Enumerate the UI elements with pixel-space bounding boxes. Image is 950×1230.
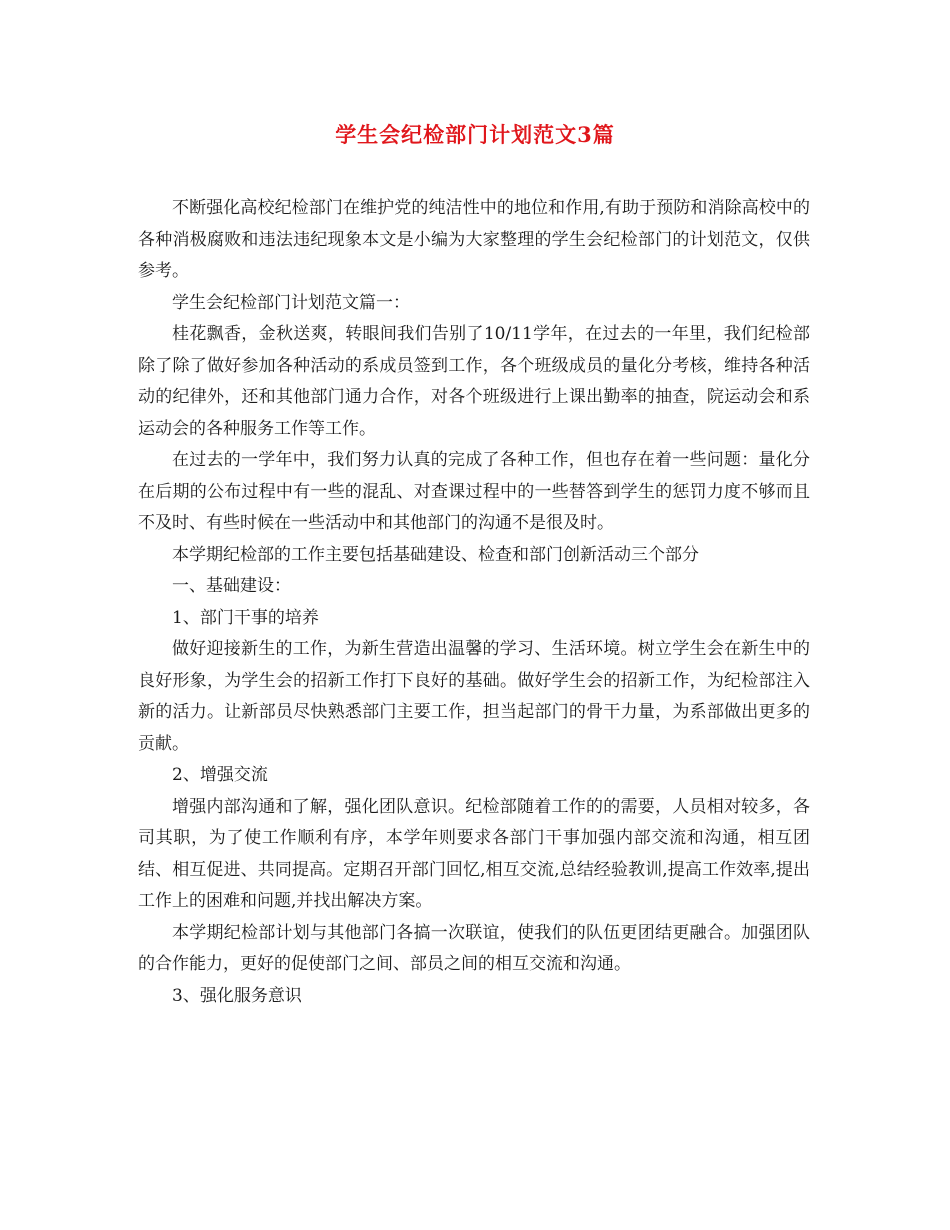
heading-service-awareness: 3、强化服务意识 xyxy=(172,985,302,1006)
paragraph-work-scope: 本学期纪检部的工作主要包括基础建设、检查和部门创新活动三个部分 xyxy=(172,544,699,565)
heading-staff-training: 1、部门干事的培养 xyxy=(172,607,319,628)
paragraph-friendship-events: 本学期纪检部计划与其他部门各搞一次联谊，使我们的队伍更团结更融合。加强团队的合作能力，更好的促使部门之间、部员之间的相互交流和沟通。 xyxy=(138,922,810,974)
heading-basic-construction: 一、基础建设： xyxy=(172,576,291,596)
document-body xyxy=(138,193,810,1012)
paragraph-staff-training: 做好迎接新生的工作，为新生营造出温馨的学习、生活环境。树立学生会在新生中的良好形象，为学生会的招新工作打下良好的基础。做好学生会的招新工作，为纪检部注入新的活力。让新部员尽快熟悉部门主要工作，担当起部门的骨干力量，为系部做出更多的贡献。 xyxy=(138,639,810,754)
paragraph-communication: 增强内部沟通和了解，强化团队意识。纪检部随着工作的的需要，人员相对较多，各司其职，为了使工作顺利有序，本学年则要求各部门干事加强内部交流和沟通，相互团结、相互促进、共同提高。定期召开部门回忆,相互交流,总结经验教训,提高工作效率,提出工作上的困难和问题,并找出解决方案。 xyxy=(138,796,810,911)
document-title: 学生会纪检部门计划范文3篇 xyxy=(335,122,615,147)
section-heading-part-one: 学生会纪检部门计划范文篇一： xyxy=(172,292,410,313)
paragraph-review: 桂花飘香，金秋送爽，转眼间我们告别了10/11学年，在过去的一年里，我们纪检部除了除了做好参加各种活动的系成员签到工作，各个班级成员的量化分考核，维持各种活动的纪律外，还和其他部门通力合作，对各个班级进行上课出勤率的抽查，院运动会和系运动会的各种服务工作等工作。 xyxy=(138,324,810,439)
heading-strengthen-communication: 2、增强交流 xyxy=(172,765,268,785)
paragraph-intro: 不断强化高校纪检部门在维护党的纯洁性中的地位和作用,有助于预防和消除高校中的各种消极腐败和违法违纪现象本文是小编为大家整理的学生会纪检部门的计划范文，仅供参考。 xyxy=(138,198,810,281)
paragraph-problems: 在过去的一学年中，我们努力认真的完成了各种工作，但也存在着一些问题：量化分在后期的公布过程中有一些的混乱、对查课过程中的一些替答到学生的惩罚力度不够而且不及时、有些时候在一些活动中和其他部门的沟通不是很及时。 xyxy=(138,450,810,533)
